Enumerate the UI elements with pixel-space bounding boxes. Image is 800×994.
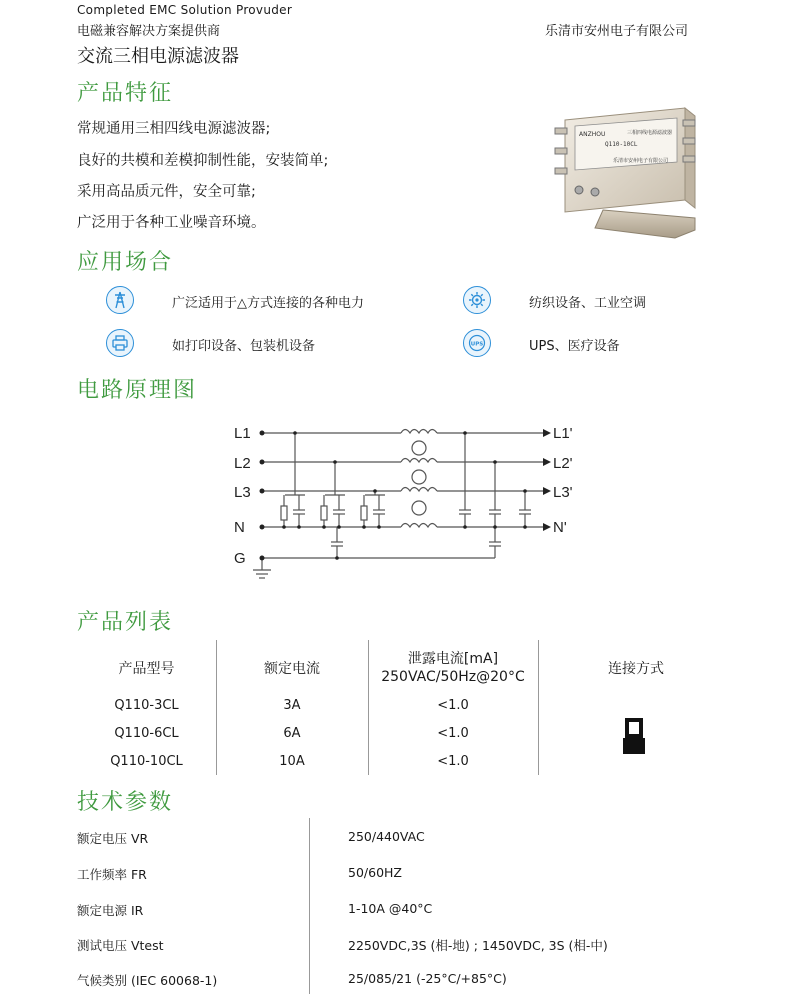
table-cell-model: Q110-10CL bbox=[110, 754, 183, 769]
power-tower-icon bbox=[106, 286, 134, 314]
spec-value: 50/60HZ bbox=[348, 865, 402, 880]
terminal-label-l3-out: L3' bbox=[553, 484, 573, 501]
terminal-label-g: G bbox=[234, 550, 246, 567]
section-title-applications: 应用场合 bbox=[77, 250, 174, 275]
application-item: 如打印设备、包装机设备 bbox=[172, 339, 316, 354]
company-slogan-cn: 电磁兼容解决方案提供商 bbox=[77, 24, 221, 39]
product-title: 交流三相电源滤波器 bbox=[77, 46, 239, 67]
company-name-cn: 乐清市安州电子有限公司 bbox=[545, 24, 689, 39]
terminal bbox=[555, 168, 567, 174]
table-cell-leakage: <1.0 bbox=[437, 726, 469, 741]
table-header-current: 额定电流 bbox=[264, 661, 320, 677]
table-cell-current: 10A bbox=[279, 754, 305, 769]
product-model-text: Q110-10CL bbox=[605, 141, 638, 148]
terminal-label-l2: L2 bbox=[234, 455, 251, 472]
terminal-label-l3: L3 bbox=[234, 484, 251, 501]
spec-value: 25/085/21 (-25°C/+85°C) bbox=[348, 971, 507, 986]
feature-item: 广泛用于各种工业噪音环境。 bbox=[77, 215, 266, 231]
ups-icon-text: UPS bbox=[470, 341, 484, 348]
application-item: 纺织设备、工业空调 bbox=[529, 296, 647, 311]
company-name-en: Completed EMC Solution Provuder bbox=[77, 3, 293, 17]
table-header-leakage-condition: 250VAC/50Hz@20°C bbox=[381, 669, 525, 685]
table-cell-model: Q110-6CL bbox=[114, 726, 179, 741]
terminal bbox=[683, 138, 695, 144]
spec-value: 1-10A @40°C bbox=[348, 901, 433, 916]
spec-label: 工作频率 FR bbox=[77, 867, 147, 882]
spec-value: 2250VDC,3S (相-地) ; 1450VDC, 3S (相-中) bbox=[348, 938, 608, 953]
table-cell-model: Q110-3CL bbox=[114, 698, 179, 713]
table-cell-current: 6A bbox=[283, 726, 301, 741]
table-cell-leakage: <1.0 bbox=[437, 754, 469, 769]
mounting-flange bbox=[595, 210, 695, 238]
connection-terminal-icon bbox=[620, 716, 648, 758]
feature-item: 采用高品质元件，安全可靠; bbox=[77, 184, 256, 200]
terminal-label-l2-out: L2' bbox=[553, 455, 573, 472]
section-title-product-list: 产品列表 bbox=[77, 610, 174, 635]
section-title-circuit: 电路原理图 bbox=[77, 378, 198, 403]
feature-item: 常规通用三相四线电源滤波器; bbox=[77, 121, 271, 137]
gear-icon bbox=[463, 286, 491, 314]
spec-divider bbox=[309, 818, 310, 994]
ups-icon bbox=[463, 329, 491, 357]
section-title-features: 产品特征 bbox=[77, 81, 174, 106]
spec-label: 额定电源 IR bbox=[77, 903, 144, 918]
product-image bbox=[535, 100, 715, 248]
circuit-diagram bbox=[225, 418, 585, 590]
spec-value: 250/440VAC bbox=[348, 829, 425, 844]
table-header-leakage: 泄露电流[mA] bbox=[407, 651, 499, 667]
table-header-connection: 连接方式 bbox=[608, 661, 664, 677]
table-cell-current: 3A bbox=[283, 698, 301, 713]
printer-icon bbox=[106, 329, 134, 357]
section-title-tech-params: 技术参数 bbox=[77, 790, 174, 815]
application-item: 广泛适用于△方式连接的各种电力 bbox=[172, 296, 364, 311]
product-brand-text: ANZHOU bbox=[579, 131, 606, 138]
terminal bbox=[683, 156, 695, 162]
terminal bbox=[555, 128, 567, 134]
product-maker-text: 乐清市安州电子有限公司 bbox=[613, 158, 669, 164]
product-name-text: 三相四线电源滤波器 bbox=[627, 130, 673, 136]
feature-item: 良好的共模和差模抑制性能，安装简单; bbox=[77, 153, 329, 169]
application-item: UPS、医疗设备 bbox=[529, 339, 620, 354]
spec-label: 气候类别 (IEC 60068-1) bbox=[77, 973, 218, 988]
spec-label: 测试电压 Vtest bbox=[77, 938, 164, 953]
terminal-label-l1: L1 bbox=[234, 425, 251, 442]
terminal bbox=[683, 120, 695, 126]
spec-label: 额定电压 VR bbox=[77, 831, 149, 846]
table-header-model: 产品型号 bbox=[118, 661, 175, 677]
terminal-label-n-out: N' bbox=[553, 519, 567, 536]
table-cell-leakage: <1.0 bbox=[437, 698, 469, 713]
terminal bbox=[555, 148, 567, 154]
terminal-label-n: N bbox=[234, 519, 245, 536]
terminal-label-l1-out: L1' bbox=[553, 425, 573, 442]
